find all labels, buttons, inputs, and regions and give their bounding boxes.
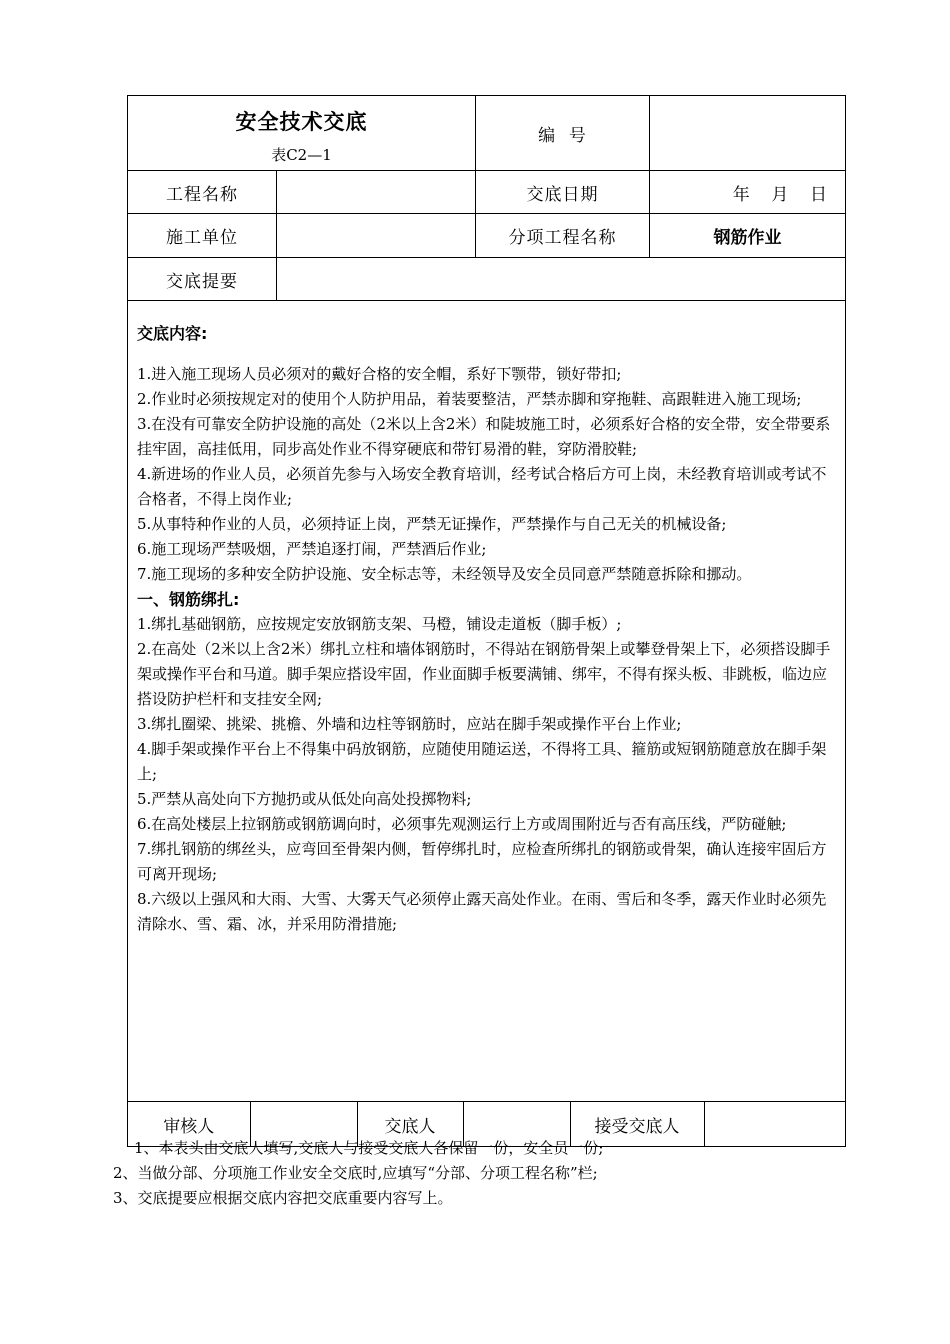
number-field[interactable] [650, 96, 846, 171]
general-item: 1.进入施工现场人员必须对的戴好合格的安全帽，系好下颚带，锁好带扣; [137, 365, 622, 383]
project-name-label: 工程名称 [128, 171, 277, 214]
date-label: 交底日期 [476, 171, 650, 214]
content-heading: 交底内容: [137, 324, 208, 343]
construction-unit-field[interactable] [277, 214, 476, 258]
safety-disclosure-form [127, 95, 846, 1147]
rebar-item: 3.绑扎圈梁、挑梁、挑檐、外墙和边柱等钢筋时，应站在脚手架或操作平台上作业; [137, 715, 682, 733]
project-name-field[interactable] [277, 171, 476, 214]
title-cell [128, 96, 476, 171]
reviewer-label: 审核人 [128, 1102, 250, 1146]
number-label: 编 号 [476, 96, 650, 171]
rebar-item: 1.绑扎基础钢筋，应按规定安放钢筋支架、马橙，铺设走道板（脚手板）; [137, 615, 622, 633]
summary-label: 交底提要 [128, 258, 277, 301]
rebar-item: 4.脚手架或操作平台上不得集中码放钢筋，应随使用随运送，不得将工具、箍筋或短钢筋随意放在脚手架上; [137, 740, 827, 783]
discloser-label: 交底人 [357, 1102, 463, 1146]
subproject-label: 分项工程名称 [476, 214, 650, 258]
content-cell [128, 301, 846, 1102]
form-code: 表C2—1 [271, 145, 332, 164]
general-item: 3.在没有可靠安全防护设施的高处（2米以上含2米）和陡坡施工时，必须系好合格的安全带，安全带要系挂牢固，高挂低用，同步高处作业不得穿硬底和带钉易滑的鞋，穿防滑胶鞋; [137, 415, 831, 458]
footnote: 1、本表头由交底人填写,交底人与接受交底人各保留一份，安全员一份; [134, 1139, 604, 1157]
rebar-items [137, 612, 837, 937]
rebar-item: 2.在高处（2米以上含2米）绑扎立柱和墙体钢筋时，不得站在钢筋骨架上或攀登骨架上下，必须搭设脚手架或操作平台和马道。脚手架应搭设牢固，作业面脚手板要满铺、绑牢，不得有探头板、非跳板，临边应搭设防护栏杆和支挂安全网; [137, 640, 831, 708]
general-item: 7.施工现场的多种安全防护设施、安全标志等，未经领导及安全员同意严禁随意拆除和挪动。 [137, 565, 752, 583]
document-title: 安全技术交底 [235, 108, 368, 134]
date-field[interactable]: 年 月 日 [650, 171, 846, 214]
general-item: 6.施工现场严禁吸烟，严禁追逐打闹，严禁酒后作业; [137, 540, 487, 558]
subproject-value[interactable]: 钢筋作业 [650, 214, 846, 258]
general-item: 2.作业时必须按规定对的使用个人防护用品，着装要整洁，严禁赤脚和穿拖鞋、高跟鞋进入施工现场; [137, 390, 802, 408]
general-item: 5.从事特种作业的人员，必须持证上岗，严禁无证操作，严禁操作与自己无关的机械设备; [137, 515, 727, 533]
summary-field[interactable] [277, 258, 846, 301]
general-items [137, 362, 837, 587]
general-item: 4.新进场的作业人员，必须首先参与入场安全教育培训，经考试合格后方可上岗，未经教育培训或考试不合格者，不得上岗作业; [137, 465, 827, 508]
rebar-item: 8.六级以上强风和大雨、大雪、大雾天气必须停止露天高处作业。在雨、雪后和冬季，露天作业时必须先清除水、雪、霜、冰，并采用防滑措施; [137, 890, 827, 933]
footnote: 3、交底提要应根据交底内容把交底重要内容写上。 [113, 1189, 453, 1207]
footnote: 2、当做分部、分项施工作业安全交底时,应填写“分部、分项工程名称”栏; [113, 1164, 598, 1182]
footnotes [0, 1136, 950, 1211]
receiver-label: 接受交底人 [570, 1102, 704, 1146]
rebar-item: 6.在高处楼层上拉钢筋或钢筋调向时，必须事先观测运行上方或周围附近与否有高压线，严防碰触; [137, 815, 787, 833]
rebar-item: 7.绑扎钢筋的绑丝头，应弯回至骨架内侧，暂停绑扎时，应检查所绑扎的钢筋或骨架，确认连接牢固后方可离开现场; [137, 840, 827, 883]
rebar-item: 5.严禁从高处向下方抛扔或从低处向高处投掷物料; [137, 790, 472, 808]
section-heading-rebar: 一、钢筋绑扎: [137, 590, 240, 609]
construction-unit-label: 施工单位 [128, 214, 277, 258]
